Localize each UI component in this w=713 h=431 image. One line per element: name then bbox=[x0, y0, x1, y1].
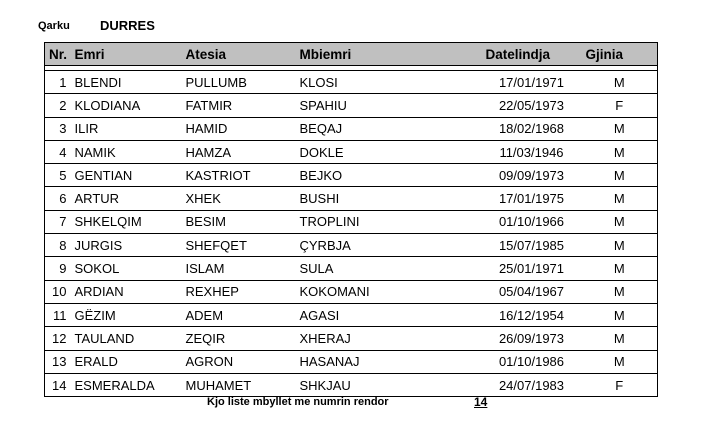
cell-mbiemri: ÇYRBJA bbox=[296, 234, 482, 257]
cell-datelindja: 22/05/1973 bbox=[482, 94, 582, 117]
table-row bbox=[45, 140, 658, 163]
cell-mbiemri: AGASI bbox=[296, 303, 482, 326]
cell-emri: JURGIS bbox=[71, 234, 182, 257]
table-row bbox=[45, 350, 658, 373]
cell-atesia: FATMIR bbox=[182, 94, 296, 117]
table-row bbox=[45, 94, 658, 117]
cell-emri: ESMERALDA bbox=[71, 373, 182, 396]
cell-mbiemri: HASANAJ bbox=[296, 350, 482, 373]
qarku-label: Qarku bbox=[38, 20, 70, 32]
cell-datelindja: 11/03/1946 bbox=[482, 140, 582, 163]
cell-gjinia: M bbox=[582, 350, 658, 373]
table-row bbox=[45, 117, 658, 140]
cell-emri: ARDIAN bbox=[71, 280, 182, 303]
cell-emri: NAMIK bbox=[71, 140, 182, 163]
qarku-value: DURRES bbox=[100, 18, 155, 33]
cell-atesia: SHEFQET bbox=[182, 234, 296, 257]
cell-emri: ARTUR bbox=[71, 187, 182, 210]
cell-atesia: XHEK bbox=[182, 187, 296, 210]
cell-mbiemri: BEJKO bbox=[296, 164, 482, 187]
footer-note: Kjo liste mbyllet me numrin rendor bbox=[207, 396, 389, 408]
cell-gjinia: F bbox=[582, 373, 658, 396]
cell-nr: 1 bbox=[45, 71, 71, 94]
table-row bbox=[45, 234, 658, 257]
cell-gjinia: M bbox=[582, 164, 658, 187]
cell-datelindja: 01/10/1966 bbox=[482, 210, 582, 233]
cell-datelindja: 15/07/1985 bbox=[482, 234, 582, 257]
cell-emri: GENTIAN bbox=[71, 164, 182, 187]
cell-mbiemri: DOKLE bbox=[296, 140, 482, 163]
cell-datelindja: 17/01/1971 bbox=[482, 71, 582, 94]
cell-datelindja: 24/07/1983 bbox=[482, 373, 582, 396]
cell-mbiemri: TROPLINI bbox=[296, 210, 482, 233]
cell-nr: 11 bbox=[45, 303, 71, 326]
cell-emri: ILIR bbox=[71, 117, 182, 140]
cell-emri: TAULAND bbox=[71, 327, 182, 350]
cell-nr: 4 bbox=[45, 140, 71, 163]
column-header-nr: Nr. bbox=[45, 43, 71, 66]
table-body bbox=[45, 66, 658, 397]
cell-mbiemri: SPAHIU bbox=[296, 94, 482, 117]
cell-nr: 3 bbox=[45, 117, 71, 140]
table-row bbox=[45, 257, 658, 280]
candidate-table bbox=[44, 42, 658, 397]
column-header-gjinia: Gjinia bbox=[582, 43, 658, 66]
cell-atesia: HAMZA bbox=[182, 140, 296, 163]
column-header-datelindja: Datelindja bbox=[482, 43, 582, 66]
cell-mbiemri: SHKJAU bbox=[296, 373, 482, 396]
cell-emri: ERALD bbox=[71, 350, 182, 373]
cell-emri: SHKELQIM bbox=[71, 210, 182, 233]
table-row bbox=[45, 373, 658, 396]
column-header-emri: Emri bbox=[71, 43, 182, 66]
cell-gjinia: M bbox=[582, 140, 658, 163]
cell-datelindja: 05/04/1967 bbox=[482, 280, 582, 303]
cell-gjinia: M bbox=[582, 117, 658, 140]
table-row bbox=[45, 187, 658, 210]
cell-nr: 9 bbox=[45, 257, 71, 280]
cell-nr: 2 bbox=[45, 94, 71, 117]
cell-atesia: REXHEP bbox=[182, 280, 296, 303]
table-row bbox=[45, 280, 658, 303]
column-header-mbiemri: Mbiemri bbox=[296, 43, 482, 66]
cell-atesia: HAMID bbox=[182, 117, 296, 140]
cell-datelindja: 09/09/1973 bbox=[482, 164, 582, 187]
cell-nr: 8 bbox=[45, 234, 71, 257]
cell-mbiemri: KLOSI bbox=[296, 71, 482, 94]
cell-gjinia: M bbox=[582, 303, 658, 326]
cell-gjinia: F bbox=[582, 94, 658, 117]
cell-emri: GËZIM bbox=[71, 303, 182, 326]
footer-count: 14 bbox=[474, 395, 488, 409]
cell-nr: 7 bbox=[45, 210, 71, 233]
cell-gjinia: M bbox=[582, 327, 658, 350]
table-row bbox=[45, 210, 658, 233]
cell-atesia: KASTRIOT bbox=[182, 164, 296, 187]
cell-datelindja: 26/09/1973 bbox=[482, 327, 582, 350]
cell-nr: 13 bbox=[45, 350, 71, 373]
cell-atesia: BESIM bbox=[182, 210, 296, 233]
cell-gjinia: M bbox=[582, 234, 658, 257]
cell-atesia: PULLUMB bbox=[182, 71, 296, 94]
cell-datelindja: 01/10/1986 bbox=[482, 350, 582, 373]
table-row bbox=[45, 327, 658, 350]
cell-nr: 5 bbox=[45, 164, 71, 187]
cell-datelindja: 18/02/1968 bbox=[482, 117, 582, 140]
table-row bbox=[45, 71, 658, 94]
cell-datelindja: 25/01/1971 bbox=[482, 257, 582, 280]
cell-emri: BLENDI bbox=[71, 71, 182, 94]
cell-gjinia: M bbox=[582, 210, 658, 233]
cell-gjinia: M bbox=[582, 187, 658, 210]
cell-mbiemri: BEQAJ bbox=[296, 117, 482, 140]
cell-gjinia: M bbox=[582, 280, 658, 303]
cell-atesia: ADEM bbox=[182, 303, 296, 326]
table-header-row bbox=[45, 43, 658, 66]
cell-datelindja: 16/12/1954 bbox=[482, 303, 582, 326]
cell-nr: 10 bbox=[45, 280, 71, 303]
cell-gjinia: M bbox=[582, 257, 658, 280]
cell-emri: KLODIANA bbox=[71, 94, 182, 117]
cell-atesia: MUHAMET bbox=[182, 373, 296, 396]
cell-mbiemri: XHERAJ bbox=[296, 327, 482, 350]
cell-mbiemri: KOKOMANI bbox=[296, 280, 482, 303]
cell-mbiemri: SULA bbox=[296, 257, 482, 280]
cell-nr: 12 bbox=[45, 327, 71, 350]
table-row bbox=[45, 164, 658, 187]
cell-atesia: ZEQIR bbox=[182, 327, 296, 350]
column-header-atesia: Atesia bbox=[182, 43, 296, 66]
cell-atesia: ISLAM bbox=[182, 257, 296, 280]
table-row bbox=[45, 303, 658, 326]
cell-datelindja: 17/01/1975 bbox=[482, 187, 582, 210]
cell-emri: SOKOL bbox=[71, 257, 182, 280]
cell-nr: 6 bbox=[45, 187, 71, 210]
cell-gjinia: M bbox=[582, 71, 658, 94]
cell-atesia: AGRON bbox=[182, 350, 296, 373]
cell-mbiemri: BUSHI bbox=[296, 187, 482, 210]
cell-nr: 14 bbox=[45, 373, 71, 396]
